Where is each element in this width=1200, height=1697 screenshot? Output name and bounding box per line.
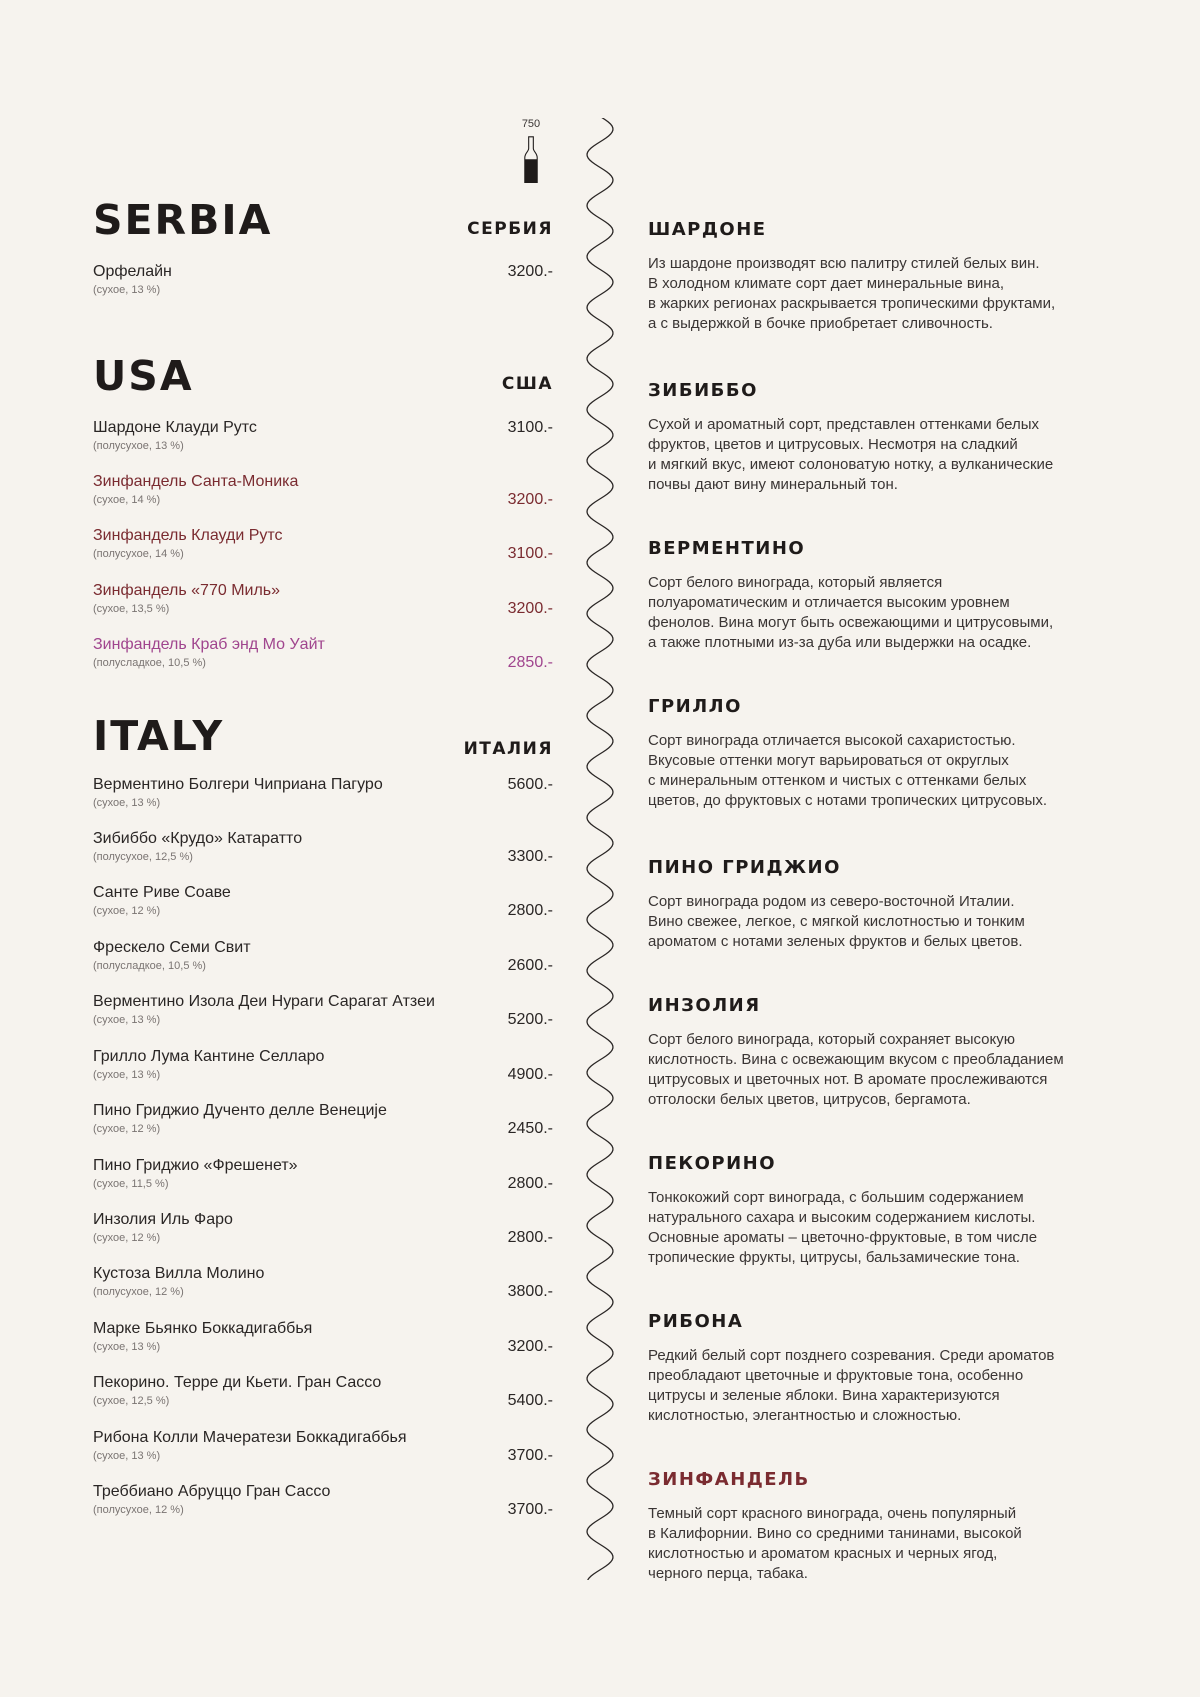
wine-name: Шардоне Клауди Рутс <box>93 419 257 436</box>
grape-description <box>648 996 1128 1110</box>
grape-text <box>648 573 1128 653</box>
wine-price: 2800.- <box>507 1229 553 1246</box>
wine-price: 2800.- <box>507 1175 553 1192</box>
country-title-en: SERBIA <box>93 196 273 244</box>
text-line: отголоски белых цветов, цитрусов, бергамота. <box>648 1091 971 1108</box>
wine-name: Зинфандель Краб энд Мо Уайт <box>93 636 325 653</box>
wine-note: (сухое, 12 %) <box>93 1123 161 1135</box>
grape-description <box>648 220 1128 334</box>
wavy-divider <box>575 118 625 1580</box>
wine-item <box>93 1211 553 1257</box>
text-line: Из шардоне производят всю палитру стилей белых вин. <box>648 255 1040 272</box>
text-line: почвы дают вину минеральный тон. <box>648 476 898 493</box>
text-line: тропические фрукты, цитрусы, бальзамические тона. <box>648 1249 1020 1266</box>
wine-price: 3800.- <box>507 1283 553 1300</box>
wine-note: (сухое, 12,5 %) <box>93 1395 170 1407</box>
wine-item <box>93 263 553 309</box>
wine-name: Пекорино. Терре ди Кьети. Гран Сассо <box>93 1374 382 1391</box>
text-line: Основные ароматы – цветочно-фруктовые, в том числе <box>648 1229 1038 1246</box>
wine-item <box>93 776 553 822</box>
text-line: фруктов, цветов и цитрусовых. Несмотря на сладкий <box>648 436 1018 453</box>
wine-price: 4900.- <box>507 1066 553 1083</box>
wine-note: (сухое, 12 %) <box>93 905 161 917</box>
text-line: полуароматическим и отличается высоким уровнем <box>648 594 1010 611</box>
wine-price: 5200.- <box>507 1011 553 1028</box>
wine-name: Зинфандель «770 Миль» <box>93 582 281 599</box>
text-line: Сорт белого винограда, который сохраняет высокую <box>648 1031 1015 1048</box>
wine-price: 2850.- <box>507 654 553 671</box>
text-line: цитрусовых и цветочных нот. В аромате прослеживаются <box>648 1071 1048 1088</box>
grape-title: ГРИЛЛО <box>648 696 742 717</box>
wine-name: Орфелайн <box>93 263 172 280</box>
wine-name: Верментино Болгери Чиприана Пагуро <box>93 776 383 793</box>
grape-title: ЗИБИББО <box>648 380 758 401</box>
wine-price: 3300.- <box>507 848 553 865</box>
wine-note: (сухое, 13,5 %) <box>93 603 170 615</box>
wine-price: 5600.- <box>507 776 553 793</box>
text-line: Сорт винограда отличается высокой сахаристостью. <box>648 732 1016 749</box>
text-line: кислотностью, элегантностью и сложностью. <box>648 1407 962 1424</box>
grape-description <box>648 1470 1128 1584</box>
wine-note: (сухое, 13 %) <box>93 1341 161 1353</box>
grape-description <box>648 858 1128 952</box>
grape-title: ПИНО ГРИДЖИО <box>648 857 841 878</box>
text-line: фенолов. Вина могут быть освежающими и цитрусовыми, <box>648 614 1054 631</box>
text-line: Вино свежее, легкое, с мягкой кислотностью и тонким <box>648 913 1025 930</box>
text-line: Тонкокожий сорт винограда, с большим содержанием <box>648 1189 1024 1206</box>
wine-price: 2450.- <box>507 1120 553 1137</box>
country-title-en: USA <box>93 352 194 400</box>
wine-name: Зинфандель Клауди Рутс <box>93 527 283 544</box>
grape-description <box>648 539 1128 653</box>
text-line: Темный сорт красного винограда, очень популярный <box>648 1505 1017 1522</box>
wine-note: (полусладкое, 10,5 %) <box>93 657 206 669</box>
wine-name: Пино Гриджио Дученто делле Венеције <box>93 1102 387 1119</box>
wine-price: 2800.- <box>507 902 553 919</box>
wine-note: (сухое, 13 %) <box>93 1450 161 1462</box>
wine-price: 5400.- <box>507 1392 553 1409</box>
grape-title: ЗИНФАНДЕЛЬ <box>648 1469 810 1490</box>
wine-bottle-icon <box>511 136 551 198</box>
wine-note: (полусухое, 12,5 %) <box>93 851 193 863</box>
grape-text <box>648 1030 1128 1110</box>
wine-price: 2600.- <box>507 957 553 974</box>
wine-note: (полусухое, 12 %) <box>93 1504 184 1516</box>
wine-name: Санте Риве Соаве <box>93 884 231 901</box>
grape-text <box>648 1188 1128 1268</box>
country-title-en: ITALY <box>93 712 225 760</box>
text-line: черного перца, табака. <box>648 1565 808 1582</box>
text-line: Сорт винограда родом из северо-восточной Италии. <box>648 893 1015 910</box>
wine-price: 3200.- <box>507 600 553 617</box>
text-line: в жарких регионах раскрывается тропическими фруктами, <box>648 295 1056 312</box>
wine-name: Верментино Изола Деи Нураги Сарагат Атзеи <box>93 993 435 1010</box>
wine-note: (сухое, 11,5 %) <box>93 1178 169 1190</box>
grape-description <box>648 697 1128 811</box>
wine-name: Марке Бьянко Боккадигаббья <box>93 1320 313 1337</box>
text-line: Вкусовые оттенки могут варьироваться от округлых <box>648 752 1009 769</box>
wine-note: (сухое, 12 %) <box>93 1232 161 1244</box>
wine-item <box>93 1102 553 1148</box>
wine-note: (сухое, 13 %) <box>93 1069 161 1081</box>
wine-price: 3200.- <box>507 491 553 508</box>
text-line: натурального сахара и высоким содержанием кислоты. <box>648 1209 1036 1226</box>
wine-note: (полусухое, 13 %) <box>93 440 184 452</box>
grape-description <box>648 381 1128 495</box>
wine-name: Инзолия Иль Фаро <box>93 1211 233 1228</box>
wine-item <box>93 1048 553 1094</box>
wine-name: Фрескело Семи Свит <box>93 939 251 956</box>
text-line: с минеральным оттенком и чистых с оттенками белых <box>648 772 1027 789</box>
text-line: Сухой и ароматный сорт, представлен оттенками белых <box>648 416 1040 433</box>
text-line: цветов, до фруктовых с нотами тропических цитрусовых. <box>648 792 1048 809</box>
grape-title: ПЕКОРИНО <box>648 1153 776 1174</box>
grape-text <box>648 254 1128 334</box>
wine-item <box>93 1320 553 1366</box>
text-line: а также плотными из-за дуба или выдержки на осадке. <box>648 634 1032 651</box>
wine-name: Зинфандель Санта-Моника <box>93 473 299 490</box>
text-line: кислотностью и ароматом красных и черных ягод, <box>648 1545 998 1562</box>
text-line: а с выдержкой в бочке приобретает сливочность. <box>648 315 993 332</box>
bottle-volume-label: 750 <box>521 118 541 130</box>
wine-note: (полусладкое, 10,5 %) <box>93 960 206 972</box>
text-line: преобладают цветочные и фруктовые тона, особенно <box>648 1367 1024 1384</box>
wine-item <box>93 884 553 930</box>
wine-price: 3100.- <box>507 419 553 436</box>
grape-text <box>648 731 1128 811</box>
grape-title: РИБОНА <box>648 1311 744 1332</box>
wine-note: (сухое, 14 %) <box>93 494 161 506</box>
wine-item <box>93 939 553 985</box>
wine-note: (сухое, 13 %) <box>93 797 161 809</box>
text-line: Сорт белого винограда, который является <box>648 574 943 591</box>
wine-item <box>93 1265 553 1311</box>
wine-note: (сухое, 13 %) <box>93 1014 161 1026</box>
country-title-ru: СЕРБИЯ <box>467 219 553 239</box>
wine-item <box>93 1483 553 1529</box>
wine-name: Рибона Колли Мачератези Боккадигаббья <box>93 1429 407 1446</box>
wine-note: (полусухое, 14 %) <box>93 548 184 560</box>
text-line: и мягкий вкус, имеют солоноватую нотку, а вулканические <box>648 456 1054 473</box>
wine-price: 3200.- <box>507 1338 553 1355</box>
wine-name: Грилло Лума Кантине Селларо <box>93 1048 325 1065</box>
text-line: Редкий белый сорт позднего созревания. Среди ароматов <box>648 1347 1055 1364</box>
wine-price: 3700.- <box>507 1501 553 1518</box>
wine-price: 3700.- <box>507 1447 553 1464</box>
wine-item <box>93 473 553 519</box>
text-line: В холодном климате сорт дает минеральные вина, <box>648 275 1005 292</box>
wine-item <box>93 636 553 682</box>
grape-text <box>648 1504 1128 1584</box>
grape-text <box>648 415 1128 495</box>
wine-price: 3100.- <box>507 545 553 562</box>
wine-price: 3200.- <box>507 263 553 280</box>
wine-item <box>93 830 553 876</box>
wine-item <box>93 1374 553 1420</box>
wine-name: Кустоза Вилла Молино <box>93 1265 265 1282</box>
grape-title: ВЕРМЕНТИНО <box>648 538 806 559</box>
text-line: цитрусы и зеленые яблоки. Вина характеризуются <box>648 1387 1000 1404</box>
country-title-ru: ИТАЛИЯ <box>463 739 553 759</box>
grape-title: ИНЗОЛИЯ <box>648 995 761 1016</box>
wine-item <box>93 993 553 1039</box>
text-line: в Калифорнии. Вино со средними танинами, высокой <box>648 1525 1022 1542</box>
grape-description <box>648 1154 1128 1268</box>
grape-text <box>648 892 1128 952</box>
wine-note: (полусухое, 12 %) <box>93 1286 184 1298</box>
grape-text <box>648 1346 1128 1426</box>
wine-note: (сухое, 13 %) <box>93 284 161 296</box>
wine-item <box>93 582 553 628</box>
wine-name: Треббиано Абруццо Гран Сассо <box>93 1483 331 1500</box>
wine-item <box>93 1429 553 1475</box>
country-title-ru: США <box>501 374 553 394</box>
grape-title: ШАРДОНЕ <box>648 219 767 240</box>
text-line: ароматом с нотами зеленых фруктов и белых цветов. <box>648 933 1023 950</box>
wine-item <box>93 1157 553 1203</box>
wine-name: Пино Гриджио «Фрешенет» <box>93 1157 298 1174</box>
wine-name: Зибиббо «Крудо» Катаратто <box>93 830 303 847</box>
wine-item <box>93 419 553 465</box>
wine-item <box>93 527 553 573</box>
text-line: кислотность. Вина с освежающим вкусом с преобладанием <box>648 1051 1064 1068</box>
grape-description <box>648 1312 1128 1426</box>
